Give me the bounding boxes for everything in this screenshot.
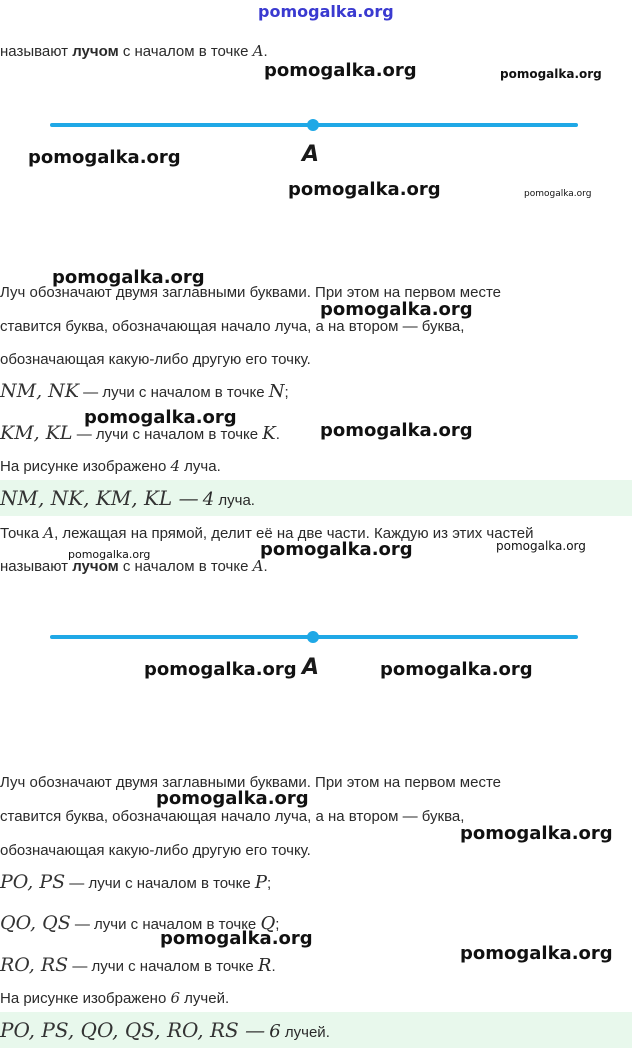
section1-para-line-1: Луч обозначают двумя заглавными буквами. При этом на первом месте [0, 284, 501, 301]
section2-para-line-3: обозначающая какую-либо другую его точку. [0, 842, 311, 859]
watermark: pomogalka.org [460, 823, 613, 844]
watermark: pomogalka.org [320, 299, 473, 320]
section2-intro-line-1: Точка A, лежащая на прямой, делит её на две части. Каждую из этих частей [0, 524, 534, 542]
section2-count-line: На рисунке изображено 6 лучей. [0, 989, 230, 1007]
ray-origin-point [307, 631, 319, 643]
watermark: pomogalka.org [380, 659, 533, 680]
watermark: pomogalka.org [496, 539, 586, 553]
watermark: pomogalka.org [160, 928, 313, 949]
watermark: pomogalka.org [264, 60, 417, 81]
watermark: pomogalka.org [500, 67, 602, 81]
point-label-a: A [302, 142, 320, 167]
section1-para-line-2: ставится буква, обозначающая начало луча, а на втором — буква, [0, 318, 465, 335]
section2-answer-line: PO, PS, QO, QS, RO, RS — 6 лучей. [0, 1018, 330, 1042]
watermark: pomogalka.org [260, 539, 413, 560]
watermark: pomogalka.org [144, 659, 297, 680]
watermark: pomogalka.org [524, 189, 592, 199]
section2-rays-line-3: RO, RS — лучи с началом в точке R. [0, 954, 276, 976]
watermark: pomogalka.org [68, 548, 151, 561]
section2-rays-line-2: QO, QS — лучи с началом в точке Q; [0, 912, 280, 934]
header-watermark[interactable]: pomogalka.org [258, 2, 394, 21]
section1-para-line-3: обозначающая какую-либо другую его точку. [0, 351, 311, 368]
watermark: pomogalka.org [84, 407, 237, 428]
watermark: pomogalka.org [460, 943, 613, 964]
watermark: pomogalka.org [320, 420, 473, 441]
section2-para-line-2: ставится буква, обозначающая начало луча, а на втором — буква, [0, 808, 465, 825]
watermark: pomogalka.org [156, 788, 309, 809]
point-label-a: A [302, 655, 320, 680]
ray-origin-point [307, 119, 319, 131]
section2-para-line-1: Луч обозначают двумя заглавными буквами. При этом на первом месте [0, 774, 501, 791]
watermark: pomogalka.org [28, 147, 181, 168]
section1-intro-line: называют лучом с началом в точке A. [0, 42, 268, 60]
section2-rays-line-1: PO, PS — лучи с началом в точке P; [0, 871, 272, 893]
section1-rays-line-2: KM, KL — лучи с началом в точке K. [0, 422, 280, 444]
section1-answer-line: NM, NK, KM, KL — 4 луча. [0, 486, 255, 510]
watermark: pomogalka.org [52, 267, 205, 288]
watermark: pomogalka.org [288, 179, 441, 200]
section2-intro-line-2: называют лучом с началом в точке A. [0, 557, 268, 575]
section1-rays-line-1: NM, NK — лучи с началом в точке N; [0, 380, 289, 402]
section1-count-line: На рисунке изображено 4 луча. [0, 457, 221, 475]
